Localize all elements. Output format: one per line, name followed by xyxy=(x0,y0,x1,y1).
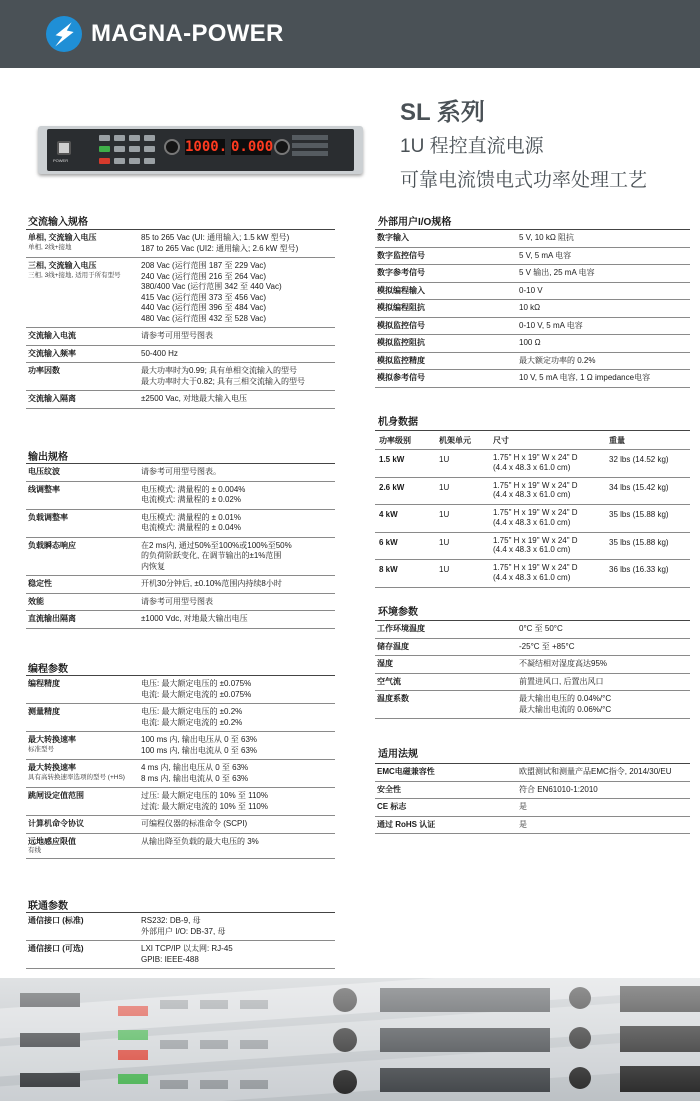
spec-value-line: 100 ms 内, 输出电压从 0 至 63% xyxy=(141,735,258,744)
spec-label-text: CE 标志 xyxy=(377,802,407,811)
spec-row xyxy=(26,328,335,346)
spec-label-text: 最大转换速率 xyxy=(28,735,76,744)
spec-label-text: 负载调整率 xyxy=(28,512,68,522)
chassis-header-row xyxy=(375,431,690,450)
spec-label-text: 模拟参考信号 xyxy=(377,373,425,382)
spec-value-line: 最大输出电压的 0.04%/°C xyxy=(519,694,612,703)
power-label: POWER xyxy=(53,158,69,163)
spec-value-line: 最大功率时大于0.82; 具有三相交流输入的型号 xyxy=(141,376,306,386)
series-subtitle-2: 可靠电流馈电式功率处理工艺 xyxy=(400,170,648,191)
spec-value-line: 最大功率时为0.99; 具有单相交流输入的型号 xyxy=(141,366,298,375)
programming-table xyxy=(26,675,335,859)
ac-input-table xyxy=(26,229,335,409)
spec-value-line: 符合 EN61010-1:2010 xyxy=(519,784,598,794)
spec-row xyxy=(375,370,690,388)
weight-cell: 34 lbs (15.42 kg) xyxy=(609,482,669,492)
spec-label-text: 单相, 交流输入电压 xyxy=(28,233,97,242)
spec-value-line: 电压: 最大额定电压的 ±0.075% xyxy=(141,679,252,688)
spec-value xyxy=(141,541,335,573)
spec-value-line: 100 ms 内, 输出电流从 0 至 63% xyxy=(141,745,258,755)
spec-label xyxy=(28,837,141,856)
dimensions-cell xyxy=(493,508,609,529)
dimensions-cell xyxy=(493,453,609,474)
spec-value xyxy=(519,802,690,813)
spec-value-line: 415 Vac (运行范围 373 至 456 Vac) xyxy=(141,292,267,302)
spec-label-text: 通信接口 (标准) xyxy=(28,916,84,925)
spec-value xyxy=(519,251,690,262)
weight-cell: 32 lbs (14.52 kg) xyxy=(609,455,669,464)
comm-title: 联通参数 xyxy=(28,901,68,912)
chassis-row xyxy=(375,478,690,506)
spec-row xyxy=(26,611,335,629)
spec-value-line: 电流模式: 满量程的 ± 0.04% xyxy=(141,523,241,532)
spec-label-text: 空气流 xyxy=(377,676,401,686)
spec-value-line: 开机30分钟后, ±0.10%范围内持续8小时 xyxy=(141,579,282,588)
spec-label-text: 模拟监控精度 xyxy=(377,355,425,365)
chassis-table xyxy=(375,430,690,588)
spec-label-text: 数字输入 xyxy=(377,233,409,242)
spec-value-line: ±2500 Vac, 对地最大输入电压 xyxy=(141,394,248,403)
spec-row xyxy=(26,258,335,328)
spec-label xyxy=(28,763,141,784)
series-subtitle-1: 1U 程控直流电源 xyxy=(400,136,544,157)
spec-label-text: 稳定性 xyxy=(28,579,52,588)
spec-value-line: 100 Ω xyxy=(519,338,541,347)
spec-value xyxy=(519,624,690,635)
series-title: SL 系列 xyxy=(400,99,485,126)
spec-value xyxy=(141,467,335,478)
spec-value xyxy=(519,373,690,384)
spec-label xyxy=(377,785,519,796)
spec-label-text: 温度系数 xyxy=(377,694,409,703)
spec-value xyxy=(519,233,690,244)
chassis-row xyxy=(375,450,690,478)
spec-value-line: 内恢复 xyxy=(141,561,165,571)
spec-label xyxy=(377,233,519,244)
spec-value xyxy=(519,820,690,831)
spec-value xyxy=(519,338,690,349)
spec-value-line: 10 kΩ xyxy=(519,303,541,312)
power-level-cell: 6 kW xyxy=(379,537,398,547)
chassis-row xyxy=(375,505,690,533)
product-photo-banner xyxy=(0,978,700,1101)
spec-value-line: 0°C 至 50°C xyxy=(519,624,563,633)
spec-value-line: 最大额定功率的 0.2% xyxy=(519,355,596,365)
chassis-header-cell: 尺寸 xyxy=(493,436,509,445)
dimensions-cm: (4.4 x 48.3 x 61.0 cm) xyxy=(493,572,571,582)
current-display: 0.000 xyxy=(231,139,274,155)
spec-value-line: 不凝结相对湿度高达95% xyxy=(519,659,608,668)
spec-label xyxy=(28,366,141,387)
spec-value xyxy=(141,819,335,830)
spec-row xyxy=(375,230,690,248)
spec-label xyxy=(28,394,141,405)
spec-value-line: 8 ms 内, 输出电流从 0 至 63% xyxy=(141,773,249,783)
spec-row xyxy=(26,594,335,612)
spec-value-line: LXI TCP/IP 以太网: RJ-45 xyxy=(141,944,233,953)
spec-value xyxy=(141,707,335,728)
output-table xyxy=(26,463,335,629)
spec-value-line: 请参考可用型号图表 xyxy=(141,331,213,340)
spec-label xyxy=(377,624,519,635)
spec-label-text: 效能 xyxy=(28,596,44,606)
spec-value xyxy=(141,349,335,360)
spec-row xyxy=(26,913,335,941)
spec-label xyxy=(28,233,141,254)
dimensions-in: 1.75" H x 19" W x 24" D xyxy=(493,508,578,517)
comm-table xyxy=(26,912,335,969)
spec-label-text: 湿度 xyxy=(377,659,393,668)
chassis-header-cell: 重量 xyxy=(609,436,625,445)
spec-value-line: RS232: DB-9, 母 xyxy=(141,916,201,925)
spec-label xyxy=(28,579,141,590)
spec-value xyxy=(141,763,335,784)
spec-value xyxy=(141,331,335,342)
spec-row xyxy=(26,464,335,482)
programming-title: 编程参数 xyxy=(28,664,68,675)
spec-row xyxy=(375,656,690,674)
rack-unit-cell: 1U xyxy=(439,565,450,574)
spec-label xyxy=(377,767,519,778)
spec-value-line: -25°C 至 +85°C xyxy=(519,641,575,651)
brand-name: MAGNA-POWER xyxy=(91,20,284,47)
spec-label-text: 通信接口 (可选) xyxy=(28,944,84,953)
chassis-title: 机身数据 xyxy=(378,417,418,428)
env-table xyxy=(375,620,690,719)
spec-row xyxy=(26,788,335,816)
regs-title: 适用法规 xyxy=(378,749,418,760)
spec-row xyxy=(26,576,335,594)
spec-label-text: 编程精度 xyxy=(28,679,60,688)
spec-label-text: 负载瞬态响应 xyxy=(28,540,76,550)
env-title: 环境参数 xyxy=(378,607,418,618)
spec-value xyxy=(519,785,690,796)
spec-label-text: 模拟编程输入 xyxy=(377,285,425,295)
spec-value-line: 5 V, 10 kΩ 阻抗 xyxy=(519,233,575,242)
chassis-header-cell: 机架单元 xyxy=(439,436,471,445)
spec-value-line: 过压: 最大额定电压的 10% 至 110% xyxy=(141,791,268,800)
spec-label xyxy=(28,679,141,700)
spec-value-line: 是 xyxy=(519,802,527,811)
spec-label-text: 数字参考信号 xyxy=(377,268,425,277)
brand-logo[interactable] xyxy=(46,16,284,52)
dimensions-in: 1.75" H x 19" W x 24" D xyxy=(493,563,578,572)
spec-label xyxy=(377,642,519,653)
spec-row xyxy=(26,676,335,704)
spec-value xyxy=(519,286,690,297)
spec-value-line: 0-10 V, 5 mA 电容 xyxy=(519,320,583,330)
spec-label-text: 最大转换速率 xyxy=(28,763,76,772)
spec-value-line: 电流: 最大额定电流的 ±0.075% xyxy=(141,689,252,699)
spec-value xyxy=(519,767,690,778)
spec-label xyxy=(28,467,141,478)
spec-label xyxy=(377,373,519,384)
spec-label xyxy=(28,916,141,937)
spec-value-line: 电流模式: 满量程的 ± 0.02% xyxy=(141,495,241,504)
spec-label-text: 计算机命令协议 xyxy=(28,819,84,828)
spec-row xyxy=(26,760,335,788)
power-level-cell: 8 kW xyxy=(379,565,398,574)
spec-row xyxy=(26,538,335,577)
spec-note: 具有高转换速率选项的型号 (+HS) xyxy=(28,773,125,781)
spec-label-text: 三相, 交流输入电压 xyxy=(28,261,97,270)
spec-label xyxy=(28,819,141,830)
spec-row xyxy=(26,510,335,538)
spec-value xyxy=(519,677,690,688)
rack-unit-cell: 1U xyxy=(439,510,450,519)
spec-label xyxy=(377,268,519,279)
spec-label xyxy=(28,791,141,812)
spec-value-line: 187 to 265 Vac (UI2: 通用输入; 2.6 kW 型号) xyxy=(141,243,299,253)
spec-row xyxy=(26,834,335,860)
spec-label-text: 交流输入隔离 xyxy=(28,394,76,403)
spec-value-line: 4 ms 内, 输出电压从 0 至 63% xyxy=(141,763,249,772)
spec-label xyxy=(28,597,141,608)
spec-value xyxy=(141,916,335,937)
spec-label xyxy=(377,659,519,670)
spec-value-line: 85 to 265 Vac (UI: 通用输入; 1.5 kW 型号) xyxy=(141,233,290,242)
dimensions-cm: (4.4 x 48.3 x 61.0 cm) xyxy=(493,517,571,527)
spec-label xyxy=(377,356,519,367)
spec-label-text: 工作环境温度 xyxy=(377,624,425,633)
spec-value xyxy=(141,485,335,506)
dimensions-cell xyxy=(493,563,609,584)
spec-value xyxy=(141,791,335,812)
spec-value xyxy=(141,614,335,625)
spec-value xyxy=(141,944,335,965)
dimensions-in: 1.75" H x 19" W x 24" D xyxy=(493,535,578,545)
spec-row xyxy=(26,482,335,510)
weight-cell: 35 lbs (15.88 kg) xyxy=(609,510,669,519)
spec-row xyxy=(375,799,690,817)
dimensions-cell xyxy=(493,536,609,557)
spec-note: 单相, 2线+接地 xyxy=(28,243,72,251)
spec-value-line: 过流: 最大额定电流的 10% 至 110% xyxy=(141,801,268,811)
spec-row xyxy=(26,346,335,364)
spec-value xyxy=(519,268,690,279)
spec-row xyxy=(375,764,690,782)
spec-row xyxy=(375,674,690,692)
spec-value-line: 10 V, 5 mA 电容, 1 Ω impedance电容 xyxy=(519,373,651,382)
spec-value-line: 240 Vac (运行范围 216 至 264 Vac) xyxy=(141,271,267,281)
spec-label-text: EMC电磁兼容性 xyxy=(377,767,435,776)
spec-value-line: 电压: 最大额定电压的 ±0.2% xyxy=(141,707,243,716)
spec-value-line: 的负荷阶跃变化, 在调节输出的±1%范围 xyxy=(141,551,282,560)
spec-label-text: 电压纹波 xyxy=(28,467,60,476)
spec-label-text: 通过 RoHS 认证 xyxy=(377,819,436,829)
output-title: 输出规格 xyxy=(28,452,68,463)
spec-value xyxy=(141,679,335,700)
spec-value-line: ±1000 Vdc, 对地最大输出电压 xyxy=(141,614,248,623)
spec-value xyxy=(519,659,690,670)
chassis-row xyxy=(375,533,690,561)
spec-value-line: 在2 ms内, 通过50%至100%或100%至50% xyxy=(141,540,292,550)
spec-row xyxy=(375,335,690,353)
spec-value xyxy=(141,735,335,756)
spec-value xyxy=(519,694,690,715)
spec-value-line: 从输出降至负载的最大电压的 3% xyxy=(141,836,259,846)
front-panel-buttons xyxy=(99,135,159,165)
spec-note: 标准型号 xyxy=(28,745,54,753)
spec-label xyxy=(28,735,141,756)
spec-row xyxy=(375,265,690,283)
spec-value-line: 欧盟测试和测量产品EMC指令, 2014/30/EU xyxy=(519,767,672,776)
spec-label-text: 直流输出隔离 xyxy=(28,614,76,623)
io-title: 外部用户I/O规格 xyxy=(378,217,452,228)
weight-cell: 36 lbs (16.33 kg) xyxy=(609,565,669,574)
chassis-header-cell: 功率级别 xyxy=(379,436,411,445)
spec-label xyxy=(28,944,141,965)
spec-label xyxy=(377,338,519,349)
spec-row xyxy=(375,639,690,657)
spec-row xyxy=(26,732,335,760)
dimensions-in: 1.75" H x 19" W x 24" D xyxy=(493,453,578,462)
weight-cell: 35 lbs (15.88 kg) xyxy=(609,537,669,547)
spec-value-line: 是 xyxy=(519,819,527,829)
spec-value-line: 电压模式: 满量程的 ± 0.004% xyxy=(141,484,246,494)
spec-label xyxy=(377,286,519,297)
io-table xyxy=(375,229,690,388)
spec-value xyxy=(141,513,335,534)
spec-label-text: 功率因数 xyxy=(28,366,60,375)
spec-value xyxy=(141,366,335,387)
spec-label-text: 交流输入电流 xyxy=(28,331,76,340)
dimensions-in: 1.75" H x 19" W x 24" D xyxy=(493,480,578,490)
spec-value-line: 208 Vac (运行范围 187 至 229 Vac) xyxy=(141,261,267,270)
spec-label-text: 模拟编程阻抗 xyxy=(377,303,425,312)
spec-row xyxy=(26,230,335,258)
spec-label xyxy=(377,677,519,688)
spec-label-text: 安全性 xyxy=(377,784,401,794)
spec-value-line: 0-10 V xyxy=(519,285,543,295)
spec-label-text: 远地感应限值 xyxy=(28,836,76,846)
spec-value xyxy=(141,579,335,590)
spec-label xyxy=(28,331,141,342)
power-level-cell: 4 kW xyxy=(379,510,398,519)
spec-row xyxy=(375,300,690,318)
spec-label-text: 数字监控信号 xyxy=(377,250,425,260)
dimensions-cm: (4.4 x 48.3 x 61.0 cm) xyxy=(493,545,571,554)
regs-table xyxy=(375,763,690,834)
spec-value-line: 440 Vac (运行范围 396 至 484 Vac) xyxy=(141,303,267,312)
spec-label xyxy=(28,261,141,324)
spec-value xyxy=(141,597,335,608)
spec-note: 有线 xyxy=(28,847,41,854)
spec-label-text: 模拟监控阻抗 xyxy=(377,338,425,347)
spec-row xyxy=(375,691,690,719)
spec-row xyxy=(26,816,335,834)
spec-value-line: 480 Vac (运行范围 432 至 528 Vac) xyxy=(141,313,267,323)
status-indicators xyxy=(292,135,328,165)
spec-value-line: GPIB: IEEE-488 xyxy=(141,954,199,964)
lightning-icon xyxy=(46,16,82,52)
spec-row xyxy=(375,782,690,800)
header-bar xyxy=(0,0,700,68)
spec-row xyxy=(375,248,690,266)
rack-unit-cell: 1U xyxy=(439,482,450,492)
spec-value-line: 可编程仪器的标准命令 (SCPI) xyxy=(141,819,248,828)
spec-value-line: 前置进风口, 后置出风口 xyxy=(519,676,604,686)
spec-value-line: 请参考可用型号图表 xyxy=(141,596,213,606)
spec-label-text: 跳闸设定值范围 xyxy=(28,791,84,800)
spec-label xyxy=(28,541,141,573)
spec-label-text: 模拟监控信号 xyxy=(377,320,425,330)
spec-label xyxy=(28,614,141,625)
voltage-display: 1000. xyxy=(185,139,228,155)
spec-label xyxy=(377,694,519,715)
spec-label-text: 测量精度 xyxy=(28,707,60,716)
spec-value-line: 请参考可用型号图表。 xyxy=(141,467,221,476)
spec-label xyxy=(377,303,519,314)
spec-label xyxy=(377,802,519,813)
spec-label xyxy=(28,707,141,728)
spec-value xyxy=(519,356,690,367)
current-knob-icon xyxy=(274,139,290,155)
power-switch-icon xyxy=(57,141,71,155)
spec-value-line: 电压模式: 满量程的 ± 0.01% xyxy=(141,512,241,522)
voltage-knob-icon xyxy=(164,139,180,155)
spec-value-line: 5 V 输出, 25 mA 电容 xyxy=(519,268,595,277)
spec-row xyxy=(26,391,335,409)
spec-label xyxy=(377,820,519,831)
spec-value-line: 5 V, 5 mA 电容 xyxy=(519,250,572,260)
rack-unit-cell: 1U xyxy=(439,537,450,547)
spec-row xyxy=(26,941,335,969)
spec-row xyxy=(375,283,690,301)
spec-value xyxy=(519,321,690,332)
spec-value-line: 50-400 Hz xyxy=(141,348,178,358)
spec-value-line: 电流: 最大额定电流的 ±0.2% xyxy=(141,717,243,727)
spec-row xyxy=(375,621,690,639)
dimensions-cm: (4.4 x 48.3 x 61.0 cm) xyxy=(493,490,571,499)
dimensions-cell xyxy=(493,481,609,502)
dimensions-cm: (4.4 x 48.3 x 61.0 cm) xyxy=(493,462,571,472)
spec-label-text: 储存温度 xyxy=(377,641,409,651)
spec-label xyxy=(28,513,141,534)
spec-row xyxy=(26,363,335,391)
spec-value-line: 最大输出电流的 0.06%/°C xyxy=(519,704,612,714)
rack-unit-cell: 1U xyxy=(439,455,450,464)
spec-note: 三相, 3线+接地, 适用于所有型号 xyxy=(28,271,121,279)
spec-value xyxy=(519,303,690,314)
spec-label-text: 交流输入频率 xyxy=(28,348,76,358)
ac-input-title: 交流输入规格 xyxy=(28,217,88,228)
spec-row xyxy=(26,704,335,732)
power-level-cell: 2.6 kW xyxy=(379,482,405,492)
spec-label-text: 线调整率 xyxy=(28,484,60,494)
spec-label xyxy=(377,251,519,262)
spec-label xyxy=(28,349,141,360)
spec-value xyxy=(141,394,335,405)
power-level-cell: 1.5 kW xyxy=(379,455,405,464)
product-image xyxy=(38,126,363,174)
spec-value xyxy=(141,261,335,324)
spec-value xyxy=(141,233,335,254)
spec-value xyxy=(519,642,690,653)
spec-label xyxy=(377,321,519,332)
spec-value-line: 外部用户 I/O: DB-37, 母 xyxy=(141,926,226,936)
spec-value-line: 380/400 Vac (运行范围 342 至 440 Vac) xyxy=(141,282,282,291)
spec-value xyxy=(141,837,335,856)
spec-row xyxy=(375,353,690,371)
spec-row xyxy=(375,318,690,336)
chassis-row xyxy=(375,560,690,588)
spec-row xyxy=(375,817,690,835)
spec-label xyxy=(28,485,141,506)
